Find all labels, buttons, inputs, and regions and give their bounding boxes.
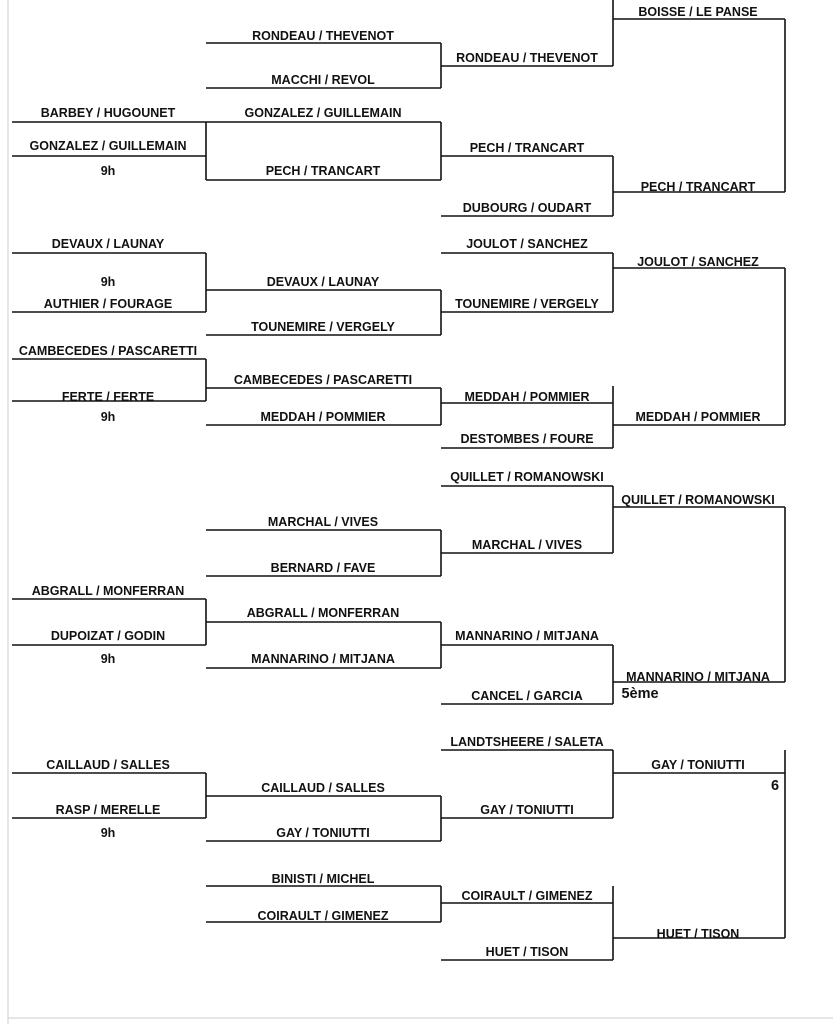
entry-n33: BERNARD / FAVE — [270, 561, 376, 575]
entry-n36: DUPOIZAT / GODIN — [50, 629, 166, 643]
entry-n1: BOISSE / LE PANSE — [638, 5, 758, 19]
entry-n34: ABGRALL / MONFERRAN — [31, 584, 185, 598]
entry-n4: MACCHI / REVOL — [271, 73, 375, 87]
entry-n53: COIRAULT / GIMENEZ — [257, 909, 389, 923]
entry-n50: 9h — [100, 826, 116, 840]
entry-n22: CAMBECEDES / PASCARETTI — [233, 373, 413, 387]
entry-n13: DEVAUX / LAUNAY — [51, 237, 165, 251]
entry-n44: GAY / TONIUTTI — [651, 758, 745, 772]
entry-n28: DESTOMBES / FOURE — [460, 432, 594, 446]
entry-n35: ABGRALL / MONFERRAN — [246, 606, 400, 620]
entry-n3: RONDEAU / THEVENOT — [456, 51, 598, 65]
entry-n7: GONZALEZ / GUILLEMAIN — [29, 139, 187, 153]
bracket-labels — [19, 5, 779, 959]
entry-n15: JOULOT / SANCHEZ — [637, 255, 759, 269]
entry-n42: CANCEL / GARCIA — [471, 689, 583, 703]
entry-n24: MEDDAH / POMMIER — [464, 390, 590, 404]
entry-n29: QUILLET / ROMANOWSKI — [450, 470, 604, 484]
entry-n18: AUTHIER / FOURAGE — [43, 297, 173, 311]
entry-n39: MANNARINO / MITJANA — [251, 652, 395, 666]
entry-n16: 9h — [100, 275, 116, 289]
entry-n19: TOUNEMIRE / VERGELY — [455, 297, 599, 311]
entry-n49: GAY / TONIUTTI — [480, 803, 574, 817]
entry-n2: RONDEAU / THEVENOT — [252, 29, 394, 43]
entry-n51: GAY / TONIUTTI — [276, 826, 370, 840]
entry-n9: 9h — [100, 164, 116, 178]
entry-n23: FERTE / FERTE — [61, 390, 155, 404]
entry-n37: MANNARINO / MITJANA — [455, 629, 599, 643]
entry-n46: 6 — [770, 778, 780, 794]
entry-n6: GONZALEZ / GUILLEMAIN — [244, 106, 402, 120]
entry-n10: PECH / TRANCART — [469, 141, 585, 155]
entry-n25: 9h — [100, 410, 116, 424]
entry-n41: 5ème — [621, 686, 659, 702]
entry-n47: CAILLAUD / SALLES — [261, 781, 385, 795]
entry-n12: DUBOURG / OUDART — [462, 201, 592, 215]
entry-n48: RASP / MERELLE — [55, 803, 161, 817]
entry-n55: HUET / TISON — [656, 927, 740, 941]
entry-n26: MEDDAH / POMMIER — [260, 410, 386, 424]
entry-n21: CAMBECEDES / PASCARETTI — [18, 344, 198, 358]
entry-n56: HUET / TISON — [485, 945, 569, 959]
entry-n32: MARCHAL / VIVES — [471, 538, 583, 552]
entry-n5: BARBEY / HUGOUNET — [40, 106, 176, 120]
entry-n8: PECH / TRANCART — [265, 164, 381, 178]
entry-n40: MANNARINO / MITJANA — [626, 670, 770, 684]
entry-n54: COIRAULT / GIMENEZ — [461, 889, 593, 903]
entry-n43: LANDTSHEERE / SALETA — [450, 735, 604, 749]
entry-n11: PECH / TRANCART — [640, 180, 756, 194]
entry-n17: DEVAUX / LAUNAY — [266, 275, 380, 289]
entry-n20: TOUNEMIRE / VERGELY — [251, 320, 395, 334]
entry-n30: QUILLET / ROMANOWSKI — [621, 493, 775, 507]
entry-n45: CAILLAUD / SALLES — [46, 758, 170, 772]
entry-n14: JOULOT / SANCHEZ — [466, 237, 588, 251]
entry-n52: BINISTI / MICHEL — [271, 872, 375, 886]
entry-n31: MARCHAL / VIVES — [267, 515, 379, 529]
entry-n38: 9h — [100, 652, 116, 666]
entry-n27: MEDDAH / POMMIER — [635, 410, 761, 424]
bracket-lines — [8, 0, 833, 1024]
